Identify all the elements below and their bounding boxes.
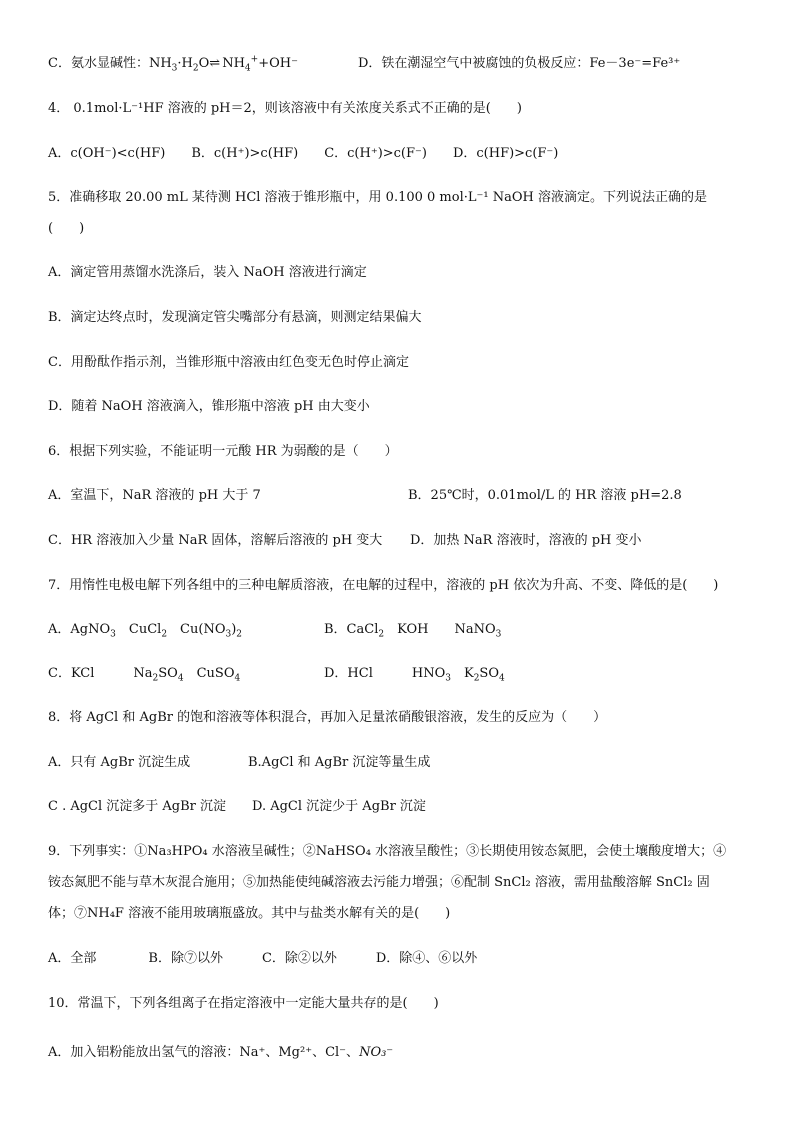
q5-option-d: D．随着 NaOH 溶液滴入，锥形瓶中溶液 pH 由大变小 bbox=[48, 399, 370, 414]
q8-options-row1 bbox=[48, 754, 754, 772]
q5-option-a: A．滴定管用蒸馏水洗涤后，装入 NaOH 溶液进行滴定 bbox=[48, 265, 367, 280]
q7-options-row1 bbox=[48, 621, 754, 639]
q8-options-row2 bbox=[48, 798, 754, 816]
q7-option-d: D．HCl $HNO_3$ $K_2SO_4$ bbox=[324, 666, 505, 684]
q6-stem: 6．根据下列实验，不能证明一元酸 HR 为弱酸的是（ ） bbox=[48, 444, 398, 459]
equilibrium-arrow-icon: ⇌ bbox=[209, 56, 223, 71]
q6-option-a: A．室温下，NaR 溶液的 pH 大于 7 bbox=[48, 488, 261, 503]
q5-option-c: C．用酚酞作指示剂，当锥形瓶中溶液由红色变无色时停止滴定 bbox=[48, 355, 409, 370]
q3-option-d: D．铁在潮湿空气中被腐蚀的负极反应：Fe－3e⁻=Fe³⁺ bbox=[358, 56, 681, 71]
q7-option-c: C．KCl $Na_2SO_4$ CuSO$_4$ bbox=[48, 666, 241, 684]
q9-stem-line1: 9．下列事实：①Na₃HPO₄ 水溶液呈碱性；②NaHSO₄ 水溶液呈酸性；③长期使用铵态氮肥，会使土壤酸度增大；④ bbox=[48, 844, 727, 859]
q8-option-b: B.AgCl 和 AgBr 沉淀等量生成 bbox=[248, 755, 431, 770]
q9-stem-line2: 铵态氮肥不能与草木灰混合施用；⑤加热能使纯碱溶液去污能力增强；⑥配制 SnCl₂ 溶液，需用盐酸溶解 SnCl₂ 固 bbox=[48, 875, 710, 890]
q6-options-row2 bbox=[48, 532, 754, 550]
q7-options-row2 bbox=[48, 665, 754, 683]
q9-options: A．全部 B．除⑦以外 C．除②以外 D．除④、⑥以外 bbox=[48, 951, 478, 966]
q6-option-d: D．加热 NaR 溶液时，溶液的 pH 变小 bbox=[410, 533, 642, 548]
q6-option-b: B．25℃时，0.01mol/L 的 HR 溶液 pH=2.8 bbox=[408, 488, 682, 503]
q4-options: A．c(OH⁻)<c(HF) B．c(H⁺)>c(HF) C．c(H⁺)>c(F⁻) D．c(HF)>c(F⁻) bbox=[48, 146, 559, 161]
q10-stem: 10．常温下，下列各组离子在指定溶液中一定能大量共存的是( ) bbox=[48, 996, 439, 1011]
q8-stem: 8．将 AgCl 和 AgBr 的饱和溶液等体积混合，再加入足量浓硝酸银溶液，发生的反应为（ ） bbox=[48, 710, 607, 725]
q8-option-a: A．只有 AgBr 沉淀生成 bbox=[48, 755, 191, 770]
q6-options-row1 bbox=[48, 487, 754, 505]
q7-option-b: B．CaCl$_2$ KOH NaNO$_3$ bbox=[324, 622, 502, 640]
nitrate-ion: NO₃⁻ bbox=[359, 1045, 394, 1060]
q10-option-a: A．加入铝粉能放出氢气的溶液：Na⁺、Mg²⁺、Cl⁻、NO₃⁻ bbox=[48, 1045, 394, 1060]
q7-stem: 7．用惰性电极电解下列各组中的三种电解质溶液，在电解的过程中，溶液的 pH 依次为升高、不变、降低的是( ) bbox=[48, 578, 719, 593]
q4-stem: 4． 0.1mol·L⁻¹HF 溶液的 pH＝2，则该溶液中有关浓度关系式不正确的是( ) bbox=[48, 101, 522, 116]
q9-stem-line3: 体；⑦NH₄F 溶液不能用玻璃瓶盛放。其中与盐类水解有关的是( ) bbox=[48, 906, 451, 921]
q3-option-c: C．氨水显碱性：$NH_3\cdot H_2O\rightleftharpoons NH_4^++OH^-$ bbox=[48, 54, 298, 74]
q8-option-c: C . AgCl 沉淀多于 AgBr 沉淀 bbox=[48, 799, 227, 814]
q5-stem-line1: 5．准确移取 20.00 mL 某待测 HCl 溶液于锥形瓶中，用 0.100 0 mol·L⁻¹ NaOH 溶液滴定。下列说法正确的是 bbox=[48, 190, 707, 205]
q3-options-row bbox=[48, 55, 754, 73]
q6-option-c: C．HR 溶液加入少量 NaR 固体，溶解后溶液的 pH 变大 bbox=[48, 533, 383, 548]
q5-stem-line2: ( ) bbox=[48, 221, 85, 236]
q7-option-a: A．AgNO$_3$ CuCl$_2$ $Cu(NO_3)_2$ bbox=[48, 622, 243, 640]
q5-option-b: B．滴定达终点时，发现滴定管尖嘴部分有悬滴，则测定结果偏大 bbox=[48, 310, 422, 325]
q8-option-d: D. AgCl 沉淀少于 AgBr 沉淀 bbox=[252, 799, 426, 814]
